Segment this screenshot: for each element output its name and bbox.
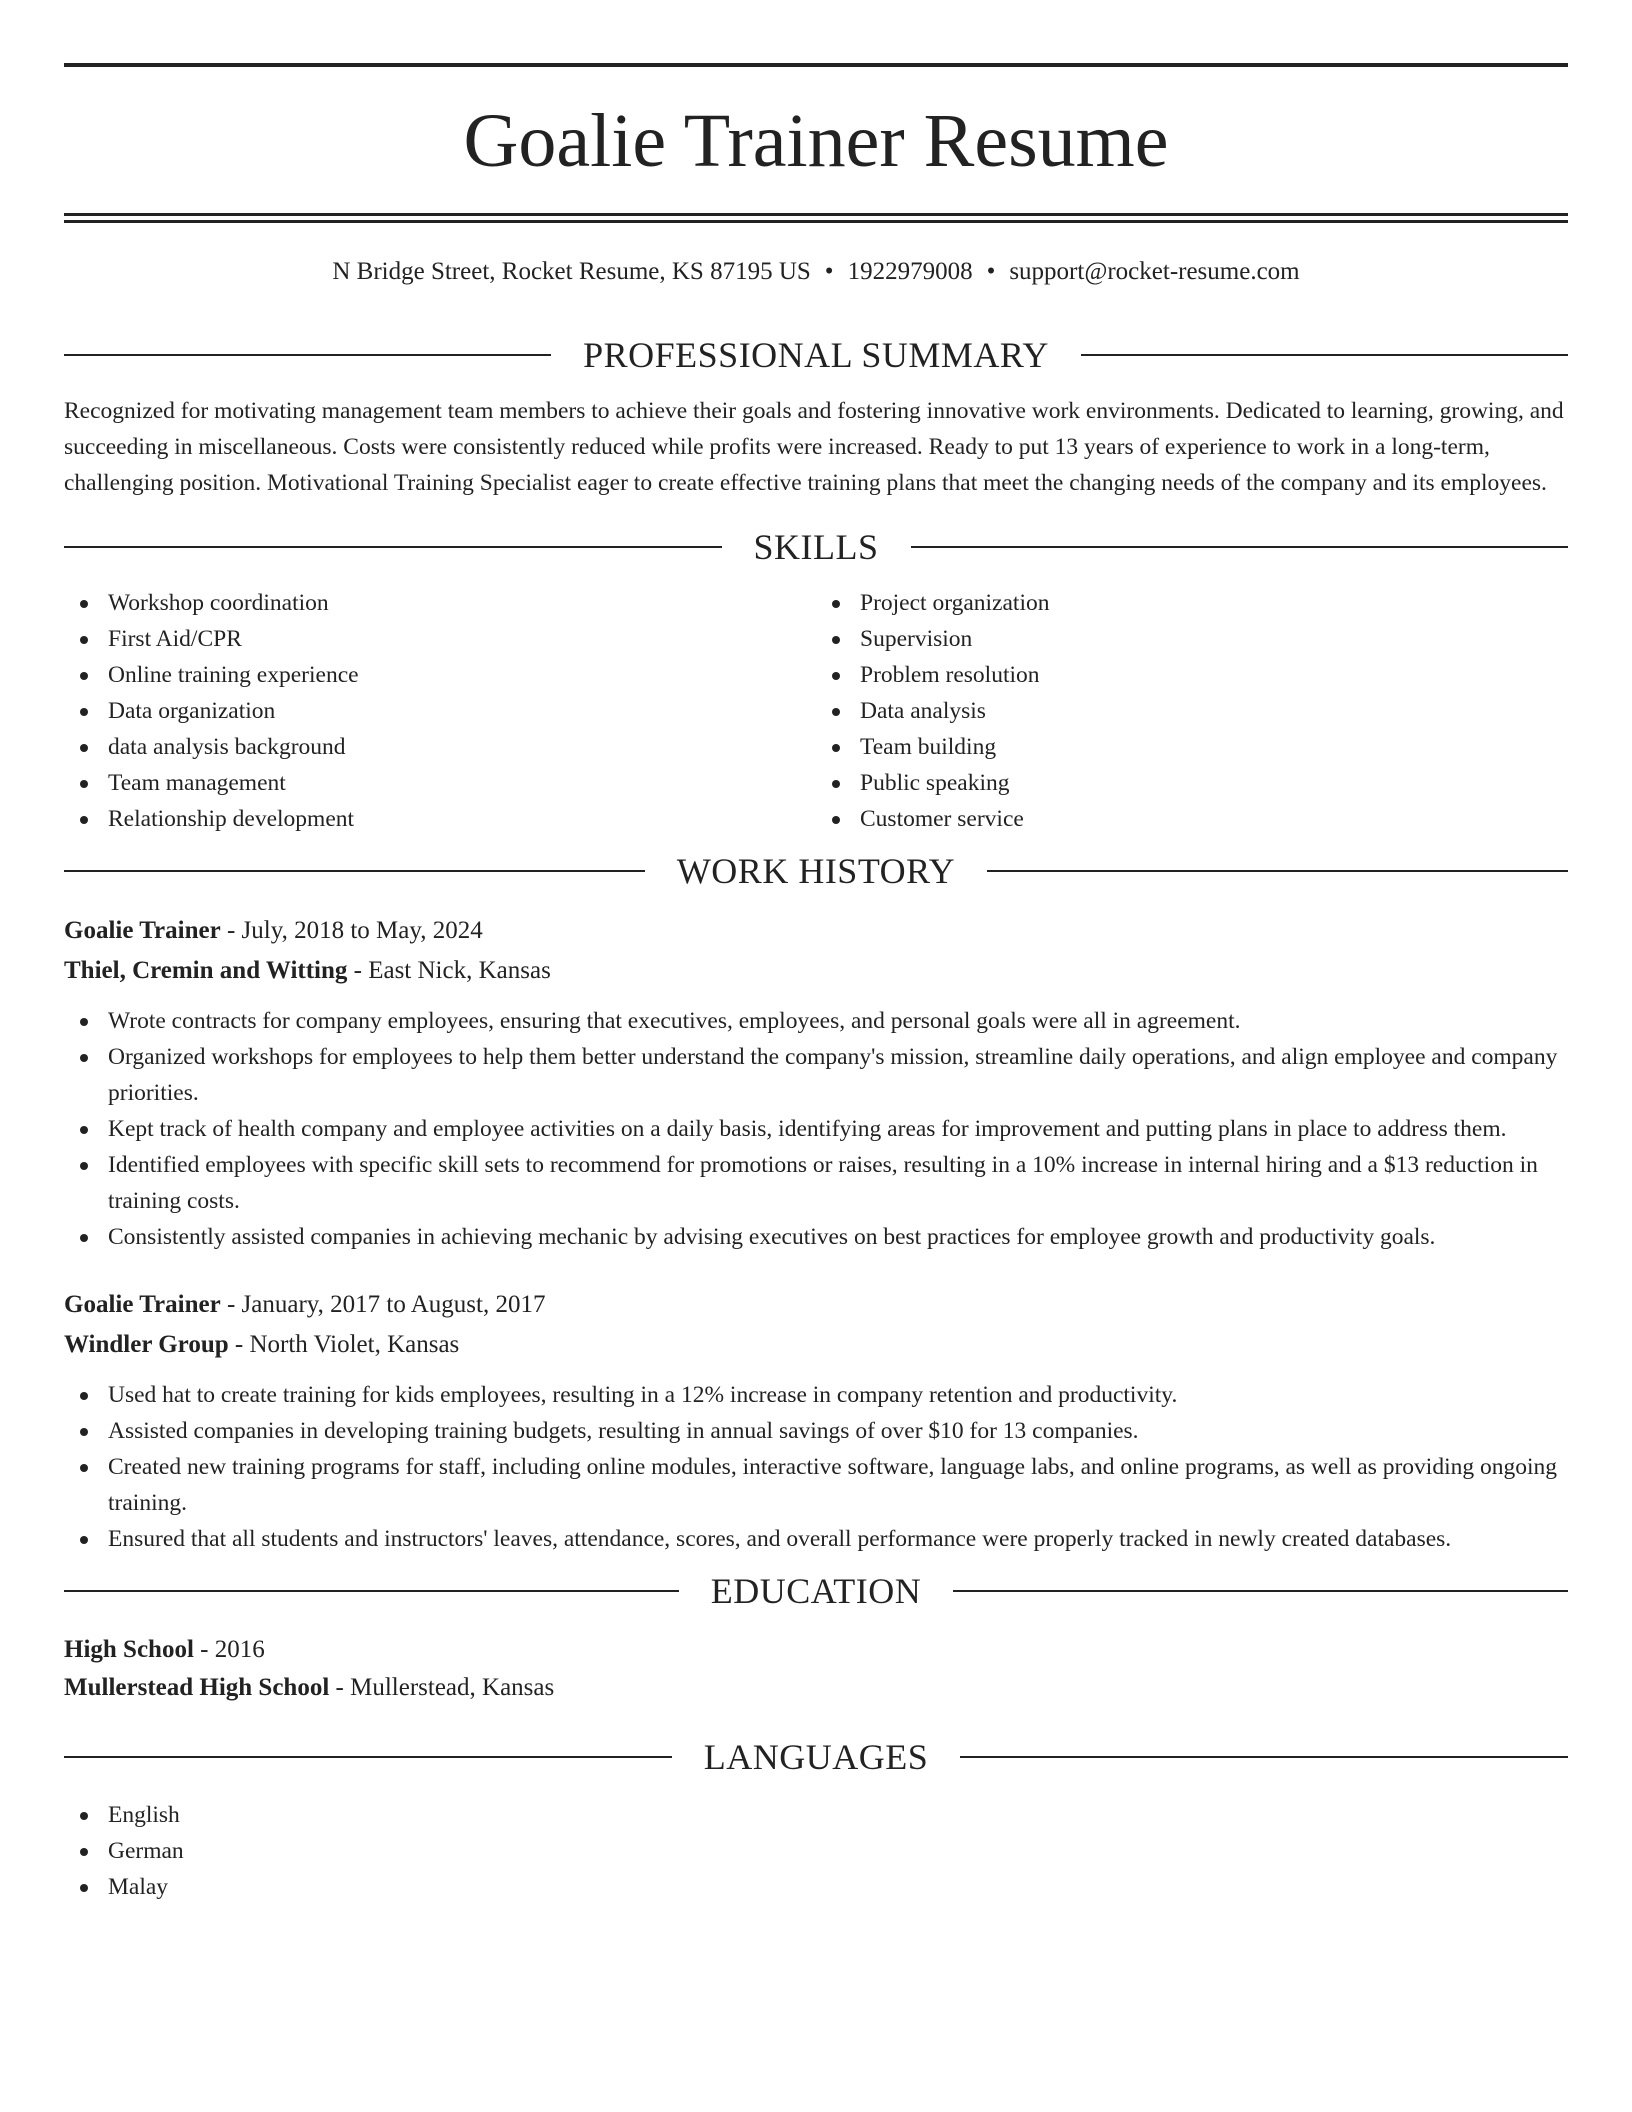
languages-list: [64, 1797, 1568, 1905]
divider-line: [64, 1756, 672, 1758]
skills-column-right: [816, 585, 1568, 837]
languages-section-header: [64, 1737, 1568, 1777]
job-bullets: [64, 1377, 1568, 1557]
skill-item: Online training experience: [64, 657, 816, 693]
summary-section-header: [64, 335, 1568, 375]
contact-separator: •: [986, 258, 996, 285]
skill-item: Relationship development: [64, 801, 816, 837]
divider-line: [960, 1756, 1568, 1758]
skill-item: Data analysis: [816, 693, 1568, 729]
job-company-line: [64, 1325, 1568, 1365]
job-bullet: Organized workshops for employees to help them better understand the company's mission, streamline daily operations, and align employee and company priorities.: [64, 1039, 1568, 1111]
education-section-header: [64, 1571, 1568, 1611]
skill-item: Problem resolution: [816, 657, 1568, 693]
job-bullet: Identified employees with specific skill sets to recommend for promotions or raises, resulting in a 10% increase in internal hiring and a $13 reduction in training costs.: [64, 1147, 1568, 1219]
job-bullet: Consistently assisted companies in achieving mechanic by advising executives on best practices for employee growth and productivity goals.: [64, 1219, 1568, 1255]
job-dates: - July, 2018 to May, 2024: [220, 917, 483, 944]
job-location: - East Nick, Kansas: [347, 957, 551, 984]
skill-item: Team building: [816, 729, 1568, 765]
job-dates: - January, 2017 to August, 2017: [220, 1291, 546, 1318]
skill-item: Workshop coordination: [64, 585, 816, 621]
job-bullets: [64, 1003, 1568, 1255]
job-title: Goalie Trainer: [64, 917, 221, 944]
language-item: Malay: [64, 1869, 1568, 1905]
skill-item: data analysis background: [64, 729, 816, 765]
work-section-header: [64, 851, 1568, 891]
education-degree-line: [64, 1631, 1568, 1669]
skills-column-left: [64, 585, 816, 837]
divider-line: [987, 870, 1568, 872]
skill-item: Team management: [64, 765, 816, 801]
section-heading: WORK HISTORY: [676, 851, 956, 891]
education-entry: [64, 1631, 1568, 1707]
section-heading: SKILLS: [753, 527, 879, 567]
job-bullet: Used hat to create training for kids employees, resulting in a 12% increase in company retention and productivity.: [64, 1377, 1568, 1413]
divider-line: [64, 1590, 679, 1592]
section-heading: PROFESSIONAL SUMMARY: [583, 335, 1049, 375]
skill-item: Public speaking: [816, 765, 1568, 801]
summary-text: Recognized for motivating management team members to achieve their goals and fostering innovative work environments. Dedicated to learning, growing, and succeeding in miscellaneous. Costs were consistently reduced while profits were increased. Ready to put 13 years of experience to work in a long-term, challenging position. Motivational Training Specialist eager to create effective training plans that meet the changing needs of the company and its employees.: [64, 398, 1564, 496]
job-company: Thiel, Cremin and Witting: [64, 957, 348, 984]
language-item: German: [64, 1833, 1568, 1869]
education-school-line: [64, 1669, 1568, 1707]
divider-line: [64, 546, 722, 548]
skill-item: Supervision: [816, 621, 1568, 657]
contact-phone: 1922979008: [847, 258, 973, 285]
education-school: Mullerstead High School: [64, 1674, 330, 1701]
job-bullet: Ensured that all students and instructors' leaves, attendance, scores, and overall performance were properly tracked in newly created databases.: [64, 1521, 1568, 1557]
job-entry: [64, 1285, 1568, 1557]
divider-line: [953, 1590, 1568, 1592]
job-entry: [64, 911, 1568, 1255]
skill-item: Customer service: [816, 801, 1568, 837]
divider-line: [64, 354, 551, 356]
job-bullet: Created new training programs for staff, including online modules, interactive software, language labs, and online programs, as well as providing ongoing training.: [64, 1449, 1568, 1521]
skill-item: Project organization: [816, 585, 1568, 621]
education-year: - 2016: [193, 1636, 265, 1663]
education-degree: High School: [64, 1636, 194, 1663]
job-bullet: Wrote contracts for company employees, ensuring that executives, employees, and personal goals were all in agreement.: [64, 1003, 1568, 1039]
divider-line: [911, 546, 1569, 548]
contact-line: [64, 259, 1568, 287]
section-heading: LANGUAGES: [703, 1737, 929, 1777]
skill-item: First Aid/CPR: [64, 621, 816, 657]
job-location: - North Violet, Kansas: [228, 1331, 460, 1358]
job-bullet: Kept track of health company and employee activities on a daily basis, identifying areas for improvement and putting plans in place to address them.: [64, 1111, 1568, 1147]
top-rule: [64, 63, 1568, 67]
job-bullet: Assisted companies in developing training budgets, resulting in annual savings of over $10 for 13 companies.: [64, 1413, 1568, 1449]
divider-line: [64, 870, 645, 872]
skills-section-header: [64, 527, 1568, 567]
title-double-rule: [64, 213, 1568, 223]
job-title-line: [64, 911, 1568, 951]
language-item: English: [64, 1797, 1568, 1833]
section-heading: EDUCATION: [710, 1571, 922, 1611]
contact-address: N Bridge Street, Rocket Resume, KS 87195 US: [332, 258, 811, 285]
page-title: Goalie Trainer Resume: [463, 99, 1169, 183]
job-title-line: [64, 1285, 1568, 1325]
divider-line: [1081, 354, 1568, 356]
skill-item: Data organization: [64, 693, 816, 729]
job-company: Windler Group: [64, 1331, 229, 1358]
contact-email: support@rocket-resume.com: [1009, 258, 1300, 285]
skills-list: [64, 585, 1568, 837]
job-title: Goalie Trainer: [64, 1291, 221, 1318]
job-company-line: [64, 951, 1568, 991]
education-location: - Mullerstead, Kansas: [329, 1674, 555, 1701]
contact-separator: •: [824, 258, 834, 285]
